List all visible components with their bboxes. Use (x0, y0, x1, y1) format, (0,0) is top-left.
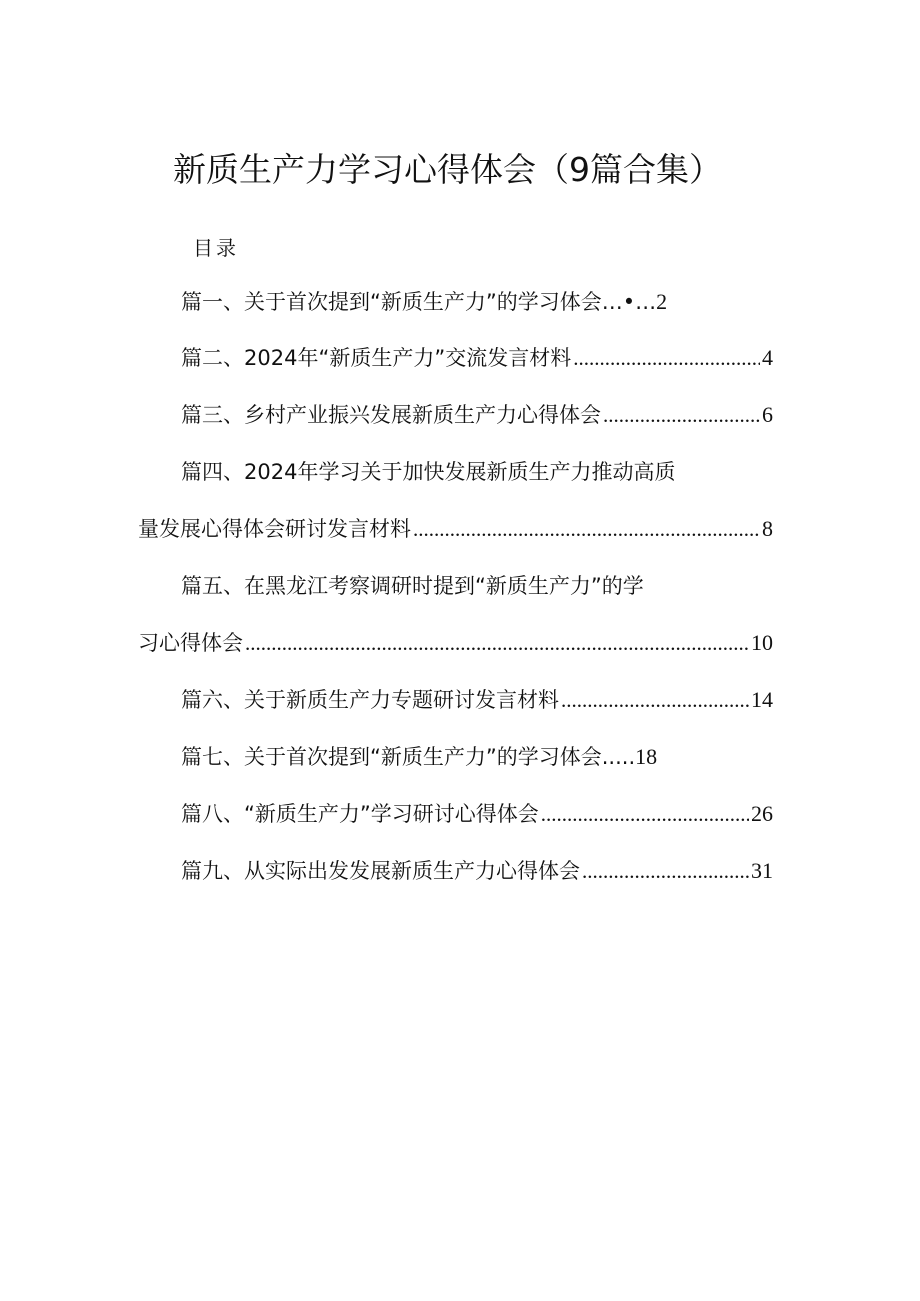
toc-entry-5-line1[interactable] (138, 570, 773, 602)
toc-entry-8[interactable] (138, 798, 773, 830)
toc-entry-3[interactable] (138, 399, 773, 431)
toc-entry-6[interactable] (138, 684, 773, 716)
toc-entry-text: 习心得体会 (138, 631, 243, 655)
toc-leader-dots (413, 517, 760, 542)
toc-entry-text: 篇六、关于新质生产力专题研讨发言材料 (181, 688, 559, 712)
toc-entry-text: 篇四、2024年学习关于加快发展新质生产力推动高质 (181, 460, 676, 484)
toc-entry-4-line2[interactable] (138, 513, 773, 545)
toc-entry-text: 篇三、乡村产业振兴发展新质生产力心得体会 (181, 403, 601, 427)
toc-entry-page: 2 (656, 289, 668, 314)
toc-entry-text: 篇五、在黑龙江考察调研时提到“新质生产力”的学 (181, 574, 644, 598)
toc-entry-page: 31 (751, 858, 773, 883)
toc-entry-9[interactable] (138, 855, 773, 887)
toc-entry-page: 14 (751, 687, 773, 712)
toc-leader-dots (603, 403, 760, 428)
toc-entry-2[interactable] (138, 342, 773, 374)
toc-entry-page: 6 (762, 402, 773, 427)
toc-leader-dots (582, 859, 749, 884)
toc-leader-dots (541, 802, 749, 827)
toc-entry-5-line2[interactable] (138, 627, 773, 659)
toc-entry-7[interactable] (138, 741, 773, 773)
toc-entry-page: 26 (751, 801, 773, 826)
toc-entry-text: 篇二、2024年“新质生产力”交流发言材料 (181, 346, 572, 370)
toc-leader-dots (245, 631, 749, 656)
toc-entry-text: 篇九、从实际出发发展新质生产力心得体会 (181, 859, 580, 883)
toc-leader-dots (573, 346, 760, 371)
toc-entry-text: 篇一、关于首次提到“新质生产力”的学习体会…•… (181, 290, 657, 314)
toc-entry-page: 18 (635, 744, 658, 769)
document-title: 新质生产力学习心得体会（9篇合集） (173, 150, 722, 189)
toc-leader-dots (561, 688, 749, 713)
toc-entry-1[interactable] (138, 286, 773, 318)
toc-entry-4-line1[interactable] (138, 456, 773, 488)
toc-entry-page: 10 (751, 630, 773, 655)
toc-heading: 目录 (193, 236, 239, 260)
toc-entry-page: 4 (762, 345, 773, 370)
toc-entry-text: 篇七、关于首次提到“新质生产力”的学习体会..... (181, 745, 636, 769)
toc-entry-page: 8 (762, 516, 773, 541)
toc-entry-text: 量发展心得体会研讨发言材料 (138, 517, 411, 541)
toc-entry-text: 篇八、“新质生产力”学习研讨心得体会 (181, 802, 539, 826)
